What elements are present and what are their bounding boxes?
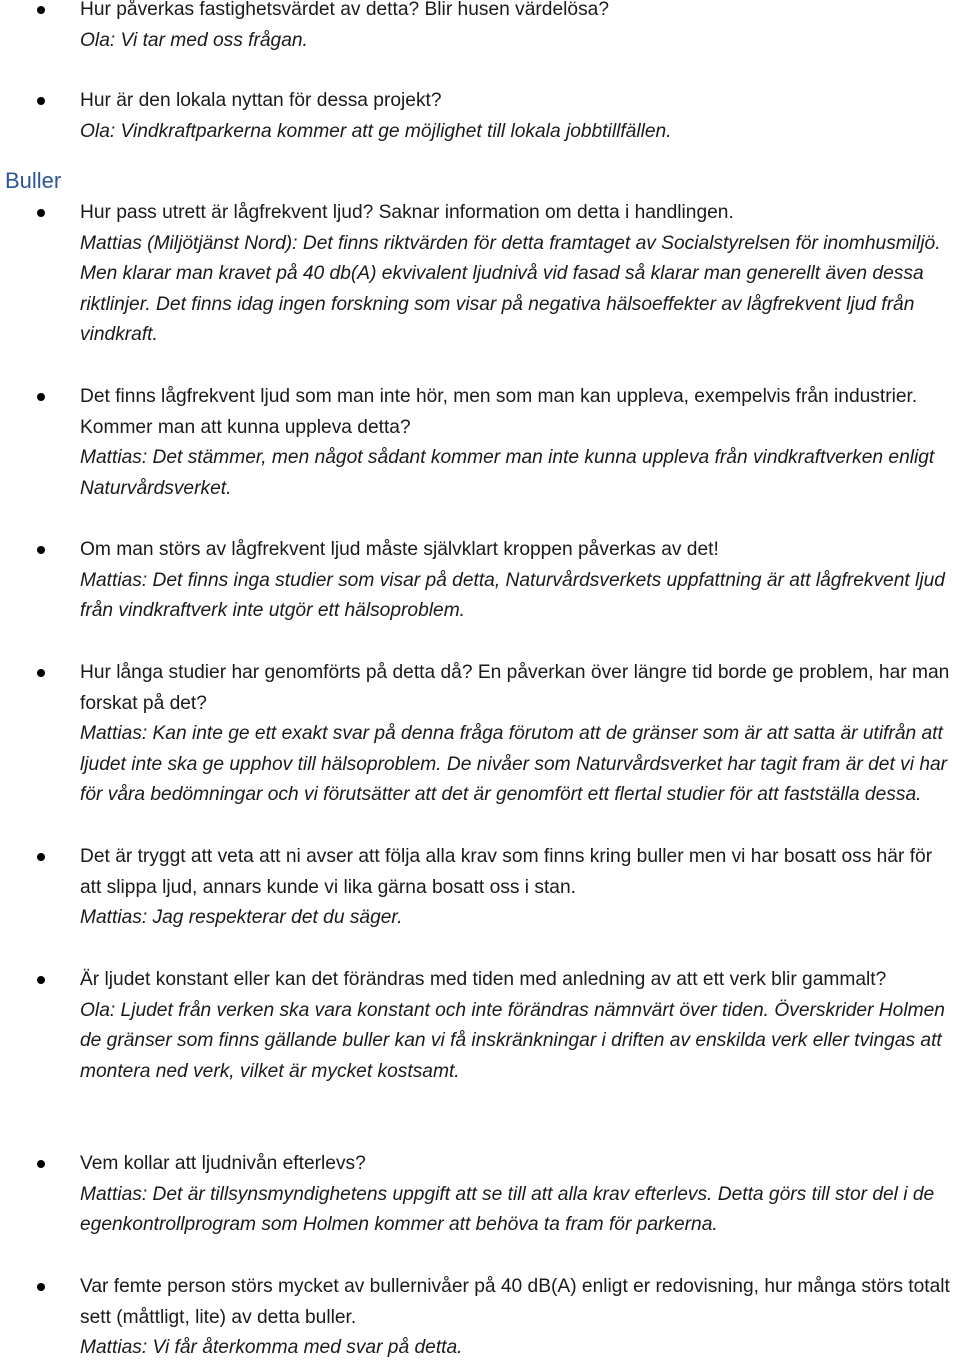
question-text: Det finns lågfrekvent ljud som man inte hör, men som man kan uppleva, exempelvis från industrier. Kommer man att kunna uppleva detta? [80,386,918,438]
answer-text: Mattias: Det finns inga studier som visar på detta, Naturvårdsverkets uppfattning är att lågfrekvent ljud från vindkraftverk inte utgör ett hälsoproblem. [80,569,945,622]
question-text: Hur påverkas fastighetsvärdet av detta? Blir husen värdelösa? [80,0,610,20]
question-text: Vem kollar att ljudnivån efterlevs? [80,1153,366,1174]
question-text: Är ljudet konstant eller kan det förändras med tiden med anledning av att ett verk blir gammalt? [80,969,887,990]
list-item [80,1272,956,1364]
question-text: Hur långa studier har genomförts på detta då? En påverkan över längre tid borde ge problem, har man forskat på det? [80,662,950,714]
list-item [80,658,956,811]
list-item [80,1149,956,1241]
list-item [80,535,956,627]
list-item [80,842,956,934]
answer-text: Mattias: Det är tillsynsmyndighetens uppgift att se till att alla krav efterlevs. Detta görs till stor del i de egenkontrollprogram som Holmen kommer att behöva ta fram för parkerna. [80,1183,935,1236]
question-text: Om man störs av lågfrekvent ljud måste självklart kroppen påverkas av det! [80,539,719,560]
question-text: Hur pass utrett är lågfrekvent ljud? Saknar information om detta i handlingen. [80,202,734,223]
question-text: Hur är den lokala nyttan för dessa projekt? [80,90,442,111]
answer-text: Mattias: Jag respekterar det du säger. [80,907,403,929]
list-item [80,0,956,56]
section-heading: Buller [5,168,62,193]
answer-text: Mattias: Det stämmer, men något sådant kommer man inte kunna uppleva från vindkraftverken enligt Naturvårdsverket. [80,447,935,499]
list-item [80,382,956,504]
answer-text: Mattias (Miljötjänst Nord): Det finns riktvärden för detta framtaget av Socialstyrelsen för inomhusmiljö. Men klarar man kravet på 40 db(A) ekvivalent ljudnivå vid fasad så klarar man generellt även dessa riktlinjer. Det finns idag ingen forskning som visar på negativa hälsoeffekter av lågfrekvent ljud från vindkraft. [80,232,941,346]
list-item [80,198,956,351]
answer-text: Ola: Ljudet från verken ska vara konstant och inte förändras nämnvärt över tiden. Överskrider Holmen de gränser som finns gällande buller kan vi få inskränkningar i driften av enskilda verk eller tvingas att montera ned verk, vilket är mycket kostsamt. [80,999,945,1082]
answer-text: Ola: Vindkraftparkerna kommer att ge möjlighet till lokala jobbtillfällen. [80,120,672,142]
list-item [80,965,956,1087]
answer-text: Mattias: Vi får återkomma med svar på detta. [80,1337,463,1359]
list-item [80,86,956,147]
question-text: Det är tryggt att veta att ni avser att följa alla krav som finns kring buller men vi har bosatt oss här för att slippa ljud, annars kunde vi lika gärna bosatt oss i stan. [80,846,933,898]
answer-text: Mattias: Kan inte ge ett exakt svar på denna fråga förutom att de gränser som är att satta är utifrån att ljudet inte ska ge upphov till hälsoproblem. De nivåer som Naturvårdsverket har tagit fram är det vi har för våra bedömningar och vi förutsätter att det är genomfört ett flertal studier för att fastställa dessa. [80,723,948,806]
answer-text: Ola: Vi tar med oss frågan. [80,29,308,51]
question-text: Var femte person störs mycket av bullernivåer på 40 dB(A) enligt er redovisning, hur många störs totalt sett (måttligt, lite) av detta buller. [80,1276,950,1328]
